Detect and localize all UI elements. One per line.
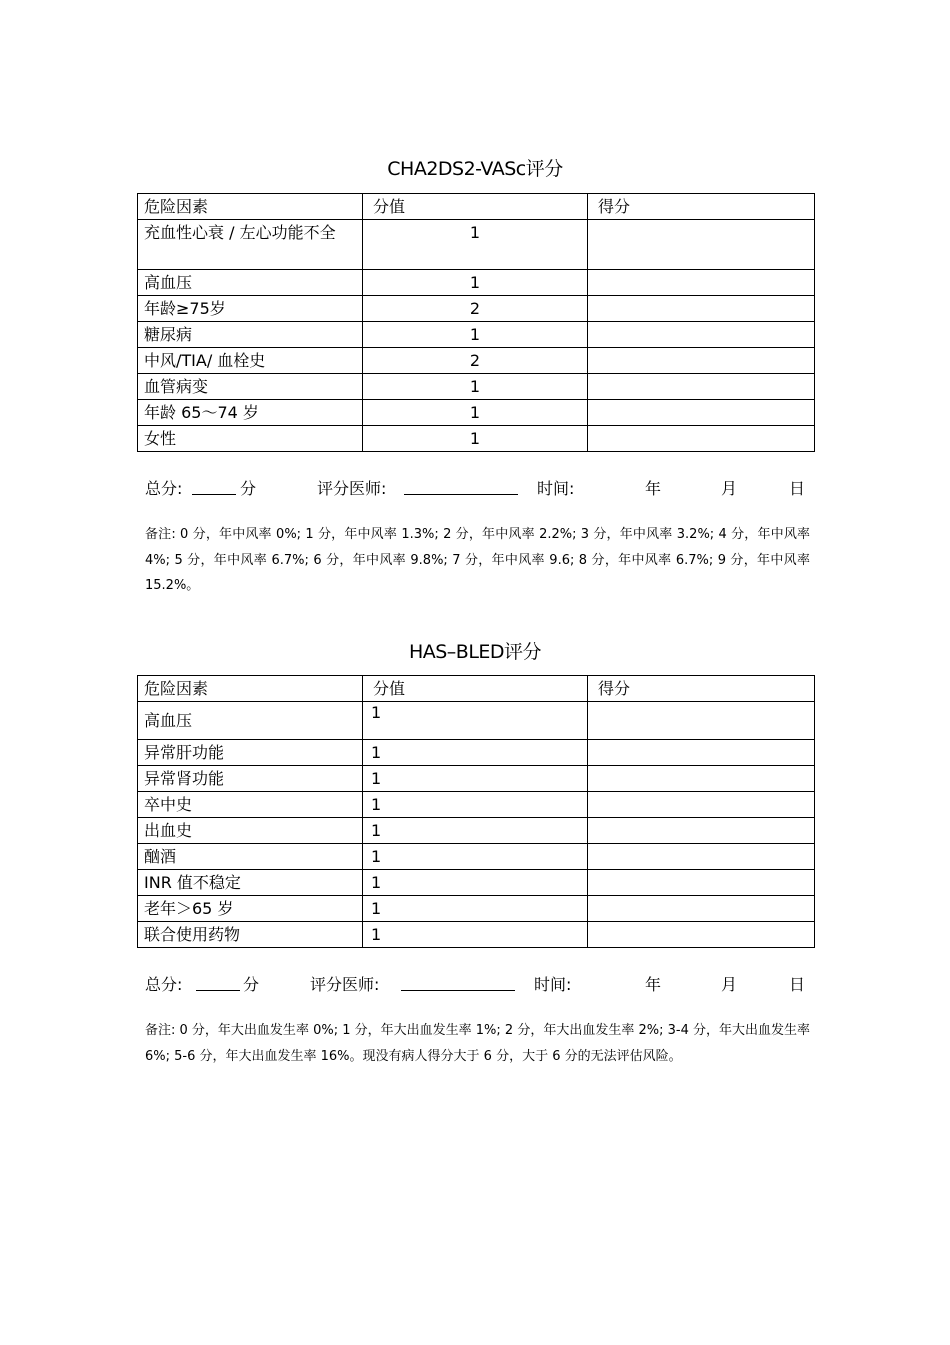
table-header-row (138, 194, 815, 220)
score-cell[interactable] (588, 766, 815, 792)
table-row (138, 844, 815, 870)
table-row (138, 818, 815, 844)
year-label: 年 (645, 479, 662, 498)
factor-cell: 联合使用药物 (138, 922, 363, 948)
factor-cell: 年龄 65～74 岁 (138, 400, 363, 426)
value-cell: 1 (363, 766, 588, 792)
score-cell[interactable] (588, 740, 815, 766)
doctor-blank[interactable] (401, 972, 515, 991)
table-row (138, 702, 815, 740)
chads-note: 备注: 0 分，年中风率 0%; 1 分，年中风率 1.3%; 2 分，年中风率 2.2%; 3 分，年中风率 3.2%; 4 分，年中风率 4%; 5 分，年中风率 6.7%; 6 分，年中风率 9.8%; 7 分，年中风率 9.6; 8 分，年中风率 6.7%; 9 分，年中风率 15.2%。 (145, 527, 810, 593)
factor-cell: 年龄≥75岁 (138, 296, 363, 322)
factor-cell: 中风/TIA/ 血栓史 (138, 348, 363, 374)
score-cell[interactable] (588, 844, 815, 870)
value-cell: 1 (363, 426, 588, 452)
month-label: 月 (721, 479, 738, 498)
table-row (138, 296, 815, 322)
total-unit: 分 (240, 479, 257, 498)
value-cell: 1 (363, 322, 588, 348)
factor-cell: 高血压 (138, 270, 363, 296)
doctor-label: 评分医师: (317, 479, 387, 498)
doctor-blank[interactable] (404, 476, 518, 495)
table-row (138, 400, 815, 426)
table-row (138, 792, 815, 818)
score-cell[interactable] (588, 896, 815, 922)
table-row (138, 374, 815, 400)
value-cell: 1 (363, 400, 588, 426)
header-score: 得分 (588, 194, 815, 220)
hasbled-title: HAS–BLED评分 (408, 641, 542, 663)
value-cell: 2 (363, 296, 588, 322)
factor-cell: 血管病变 (138, 374, 363, 400)
factor-cell: 出血史 (138, 818, 363, 844)
day-label: 日 (789, 479, 806, 498)
score-cell[interactable] (588, 792, 815, 818)
value-cell: 1 (363, 220, 588, 270)
table-row (138, 740, 815, 766)
header-score: 得分 (588, 676, 815, 702)
score-cell[interactable] (588, 220, 815, 270)
factor-cell: 老年＞65 岁 (138, 896, 363, 922)
header-factor: 危险因素 (138, 194, 363, 220)
score-cell[interactable] (588, 818, 815, 844)
score-cell[interactable] (588, 348, 815, 374)
factor-cell: INR 值不稳定 (138, 870, 363, 896)
table-row (138, 870, 815, 896)
time-label: 时间: (537, 479, 575, 498)
total-unit: 分 (243, 975, 260, 994)
score-cell[interactable] (588, 870, 815, 896)
chads-title: CHA2DS2-VASc评分 (387, 158, 563, 180)
chads-signature-line (145, 476, 815, 506)
chads-table (137, 193, 815, 452)
value-cell: 1 (363, 374, 588, 400)
table-row (138, 348, 815, 374)
total-label: 总分: (145, 975, 183, 994)
table-row (138, 322, 815, 348)
factor-cell: 卒中史 (138, 792, 363, 818)
score-cell[interactable] (588, 426, 815, 452)
total-blank[interactable] (196, 972, 240, 991)
factor-cell: 女性 (138, 426, 363, 452)
factor-cell: 异常肝功能 (138, 740, 363, 766)
factor-cell: 糖尿病 (138, 322, 363, 348)
header-value: 分值 (363, 676, 588, 702)
table-row (138, 426, 815, 452)
doctor-label: 评分医师: (310, 975, 380, 994)
table-row (138, 766, 815, 792)
score-cell[interactable] (588, 322, 815, 348)
hasbled-note: 备注: 0 分，年大出血发生率 0%; 1 分，年大出血发生率 1%; 2 分，年大出血发生率 2%; 3-4 分，年大出血发生率 6%; 5-6 分，年大出血发生率 16%。现没有病人得分大于 6 分，大于 6 分的无法评估风险。 (145, 1023, 810, 1064)
value-cell: 1 (363, 844, 588, 870)
value-cell: 1 (363, 740, 588, 766)
value-cell: 1 (363, 702, 588, 740)
year-label: 年 (645, 975, 662, 994)
total-label: 总分: (145, 479, 183, 498)
table-row (138, 896, 815, 922)
day-label: 日 (789, 975, 806, 994)
score-cell[interactable] (588, 270, 815, 296)
score-cell[interactable] (588, 374, 815, 400)
value-cell: 1 (363, 922, 588, 948)
factor-cell: 高血压 (138, 702, 363, 740)
factor-cell: 酗酒 (138, 844, 363, 870)
value-cell: 1 (363, 896, 588, 922)
factor-cell: 异常肾功能 (138, 766, 363, 792)
table-header-row (138, 676, 815, 702)
header-factor: 危险因素 (138, 676, 363, 702)
total-blank[interactable] (192, 476, 236, 495)
score-cell[interactable] (588, 400, 815, 426)
table-row (138, 270, 815, 296)
score-cell[interactable] (588, 922, 815, 948)
time-label: 时间: (534, 975, 572, 994)
score-cell[interactable] (588, 296, 815, 322)
score-cell[interactable] (588, 702, 815, 740)
header-value: 分值 (363, 194, 588, 220)
value-cell: 1 (363, 270, 588, 296)
value-cell: 2 (363, 348, 588, 374)
value-cell: 1 (363, 870, 588, 896)
month-label: 月 (721, 975, 738, 994)
value-cell: 1 (363, 792, 588, 818)
hasbled-signature-line (145, 972, 815, 1002)
hasbled-table (137, 675, 815, 948)
table-row (138, 220, 815, 270)
value-cell: 1 (363, 818, 588, 844)
factor-cell: 充血性心衰 / 左心功能不全 (138, 220, 363, 270)
table-row (138, 922, 815, 948)
